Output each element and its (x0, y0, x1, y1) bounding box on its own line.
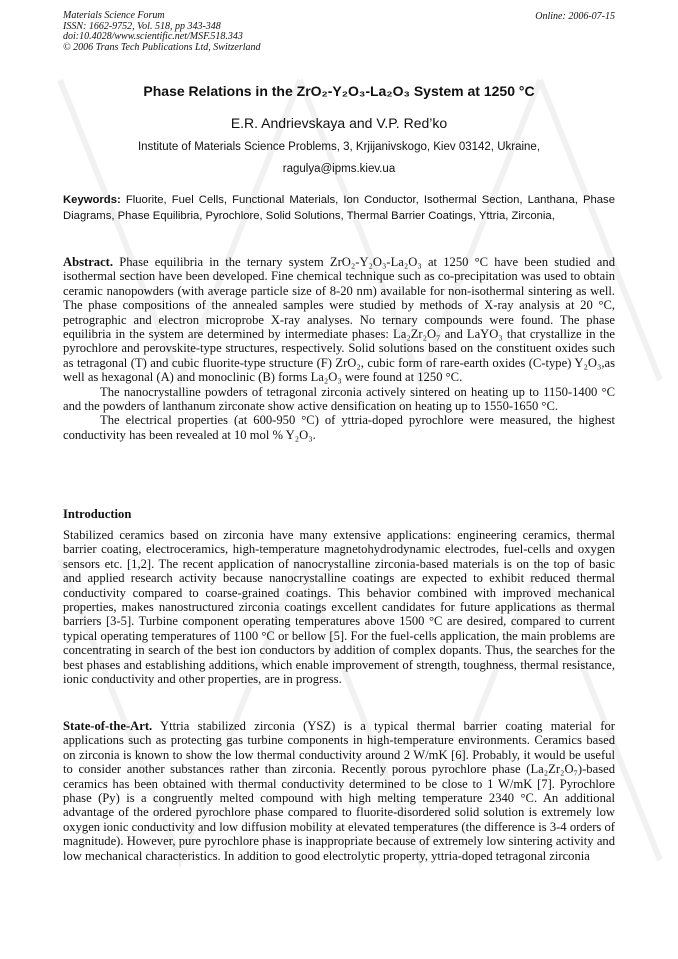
issn: ISSN: 1662-9752, Vol. 518, pp 343-348 (63, 20, 221, 32)
introduction-heading: Introduction (63, 507, 132, 521)
state-of-art-paragraph (63, 719, 615, 863)
journal-name: Materials Science Forum (63, 10, 165, 21)
abstract-label: Abstract. (63, 255, 114, 269)
introduction-paragraph: Stabilized ceramics based on zirconia have many extensive applications: engineering ceramics, thermal barrier coating, electroceramics, high-temperature magnetohydrodynamic electrodes, fuel-cells and oxygen sensors etc. [1,2]. The recent application of nanocrystalline zirconia-based materials is on the top of basic and applied research activity because nanocrystalline coatings are expected to exhibit reduced thermal conductivity compared to coarse-grained coatings. This behavior combined with improved mechanical properties, makes nanostructured zirconia coatings excellent candidates for future applications as thermal barriers [3-5]. Turbine component operating temperatures above 1500 °C are desired, compared to current typical operating temperatures of 1100 °C or bellow [5]. For the fuel-cells application, the main problems are concentrating in search of the best ion conductors by addition of complex dopants. Thus, the searches for the best phases and establishing additions, which enable improvement of strength, toughness, thermal resistance, ionic conductivity and other properties, are in progress. (63, 528, 615, 687)
state-of-art-text: Yttria stabilized zirconia (YSZ) is a typical thermal barrier coating material for applications such as protecting gas turbine components in high-temperature environments. Ceramics based on zirconia is known to show the low thermal conductivity around 2 W/mK [6]. Probably, it would be useful to consider another substances rather than zirconia. Recently porous pyrochlore phase (La₂Zr₂O₇)-based ceramics has been obtained with thermal conductivity determined to be close to 1 W/mK [7]. Pyrochlore phase (Py) is a congruently melted compound with high melting temperature 2340 °C. An additional advantage of the ordered pyrochlore phase compared to fluorite-disordered solid solution is extremely low oxygen ionic conductivity and low diffusion mobility at elevated temperatures (the difference is 3-4 orders of magnitude). However, pure pyrochlore phase is inappropriate because of extremely low sintering activity and low mechanical characteristics. In addition to good electrolytic property, yttria-doped tetragonal zirconia (63, 719, 615, 863)
paper-title: Phase Relations in the ZrO₂-Y₂O₃-La₂O₃ System at 1250 °C (143, 83, 535, 99)
keywords (63, 193, 615, 224)
email[interactable]: ragulya@ipms.kiev.ua (282, 163, 396, 175)
abstract-paragraph-2: The nanocrystalline powders of tetragonal zirconia actively sintered on heating up to 1150-1400 °C and the powders of lanthanum zirconate show active densification on heating up to 1550-1650 °C. (63, 384, 615, 414)
abstract (63, 255, 615, 442)
abstract-paragraph-1: Phase equilibria in the ternary system ZrO₂-Y₂O₃-La₂O₃ at 1250 °C have been studied and isothermal section have been developed. Fine chemical technique such as co-precipitation was used to obtain ceramic nanopowders (with average particle size of 8-20 nm) available for non-isothermal sintering as well. The phase compositions of the annealed samples were studied by methods of X-ray analysis at 20 °C, petrographic and electron microprobe X-ray analyses. No ternary compounds were found. The phase equilibria in the system are determined by intermediate phases: La₂Zr₂O₇ and LaYO₃ that crystallize in the pyrochlore and perovskite-type structures, respectively. Solid solutions based on the constituent oxides such as tetragonal (T) and cubic fluorite-type structure (F) ZrO₂, cubic form of rare-earth oxides (C-type) Y₂O₃,as well as hexagonal (A) and monoclinic (B) forms La₂O₃ were found at 1250 °C. (63, 255, 615, 385)
institute: Institute of Materials Science Problems, 3, Krjijanivskogo, Kiev 03142, Ukraine, (137, 141, 541, 153)
journal-header (63, 11, 261, 54)
abstract-paragraph-3: The electrical properties (at 600-950 °C) of yttria-doped pyrochlore were measured, the highest conductivity has been revealed at 10 mol % Y₂O₃. (63, 413, 615, 442)
authors: E.R. Andrievskaya and V.P. Red’ko (230, 115, 448, 131)
doi: doi:10.4028/www.scientific.net/MSF.518.343 (63, 31, 243, 43)
keywords-label: Keywords: (63, 194, 121, 206)
keywords-text: Fluorite, Fuel Cells, Functional Materials, Ion Conductor, Isothermal Section, Lanthana, Phase Diagrams, Phase Equilibria, Pyrochlore, Solid Solutions, Thermal Barrier Coatings, Yttria, Zirconia, (63, 194, 615, 222)
copyright: © 2006 Trans Tech Publications Ltd, Switzerland (63, 42, 261, 54)
online-date: Online: 2006-07-15 (535, 11, 615, 22)
state-of-art-label: State-of-the-Art. (63, 719, 153, 733)
